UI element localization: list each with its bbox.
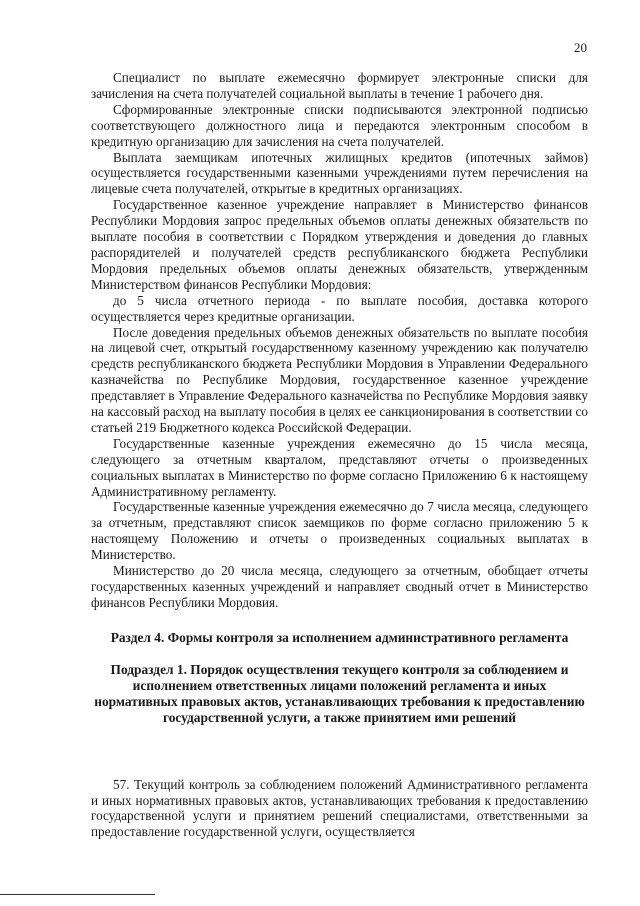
paragraph-quarterly-reports: Государственные казенные учреждения ежемесячно до 15 числа месяца, следующего за отчетным кварталом, представляют отчеты о произведенных социальных выплатах в Министерство по форме согласно Приложению 6 к настоящему Административному регламенту. bbox=[91, 435, 588, 499]
paragraph-limit-request: Государственное казенное учреждение направляет в Министерство финансов Республики Мордовия запрос предельных объемов оплаты денежных обязательств по выплате пособия в соответствии с Порядком утверждения и доведения до главных распорядителей и получателей средств республиканского бюджета Республики Мордовия предельных объемов оплаты денежных обязательств, утвержденным Министерством финансов Республики Мордовия: bbox=[91, 197, 588, 292]
subsection-heading: Подраздел 1. Порядок осуществления текущего контроля за соблюдением и исполнением ответственных лицами положений регламента и иных нормативных правовых актов, устанавливающих требования к предоставлению государственной услуги, а также принятием ими решений bbox=[94, 661, 585, 726]
paragraph-electronic-lists: Специалист по выплате ежемесячно формирует электронные списки для зачисления на счета получателей социальной выплаты в течение 1 рабочего дня. bbox=[91, 70, 588, 101]
paragraph-mortgage-payment: Выплата заемщикам ипотечных жилищных кредитов (ипотечных займов) осуществляется государственными казенными учреждениями путем перечисления на лицевые счета получателей, открытые в кредитных организациях. bbox=[91, 149, 588, 197]
section-heading: Раздел 4. Формы контроля за исполнением административного регламента bbox=[110, 629, 569, 645]
paragraph-signed-lists: Сформированные электронные списки подписываются электронной подписью соответствующего должностного лица и передаются электронным способом в кредитную организацию для зачисления на счета получателей. bbox=[91, 101, 588, 149]
page-number: 20 bbox=[574, 40, 587, 55]
paragraph-ministry-summary: Министерство до 20 числа месяца, следующего за отчетным, обобщает отчеты государственных казенных учреждений и направляет сводный отчет в Министерство финансов Республики Мордовия. bbox=[91, 563, 588, 610]
paragraph-deadline-5th: до 5 числа отчетного периода - по выплате пособия, доставка которого осуществляется через кредитные организации. bbox=[91, 292, 588, 324]
page-content bbox=[91, 70, 588, 840]
paragraph-cash-expense-request: После доведения предельных объемов денежных обязательств по выплате пособия на лицевой счет, открытый государственному казенному учреждению как получателю средств республиканского бюджета Республики Мордовия в Управлении Федерального казначейства по Республике Мордовия, государственное казенное учреждение представляет в Управление Федерального казначейства по Республике Мордовия заявку на кассовый расход на выплату пособия в целях ее санкционирования в соответствии со статьей 219 Бюджетного кодекса Российской Федерации. bbox=[91, 324, 588, 435]
paragraph-borrower-list: Государственные казенные учреждения ежемесячно до 7 числа месяца, следующего за отчетным, представляют список заемщиков по форме согласно приложению 5 к настоящему Положению и отчеты о произведенных социальных выплатах в Министерство. bbox=[91, 499, 588, 563]
footnote-rule bbox=[0, 894, 155, 895]
paragraph-57: 57. Текущий контроль за соблюдением положений Административного регламента и иных нормативных правовых актов, устанавливающих требования к предоставлению государственной услуги и принятием решений специалистами, ответственными за предоставление государственной услуги, осуществляется bbox=[91, 776, 588, 840]
